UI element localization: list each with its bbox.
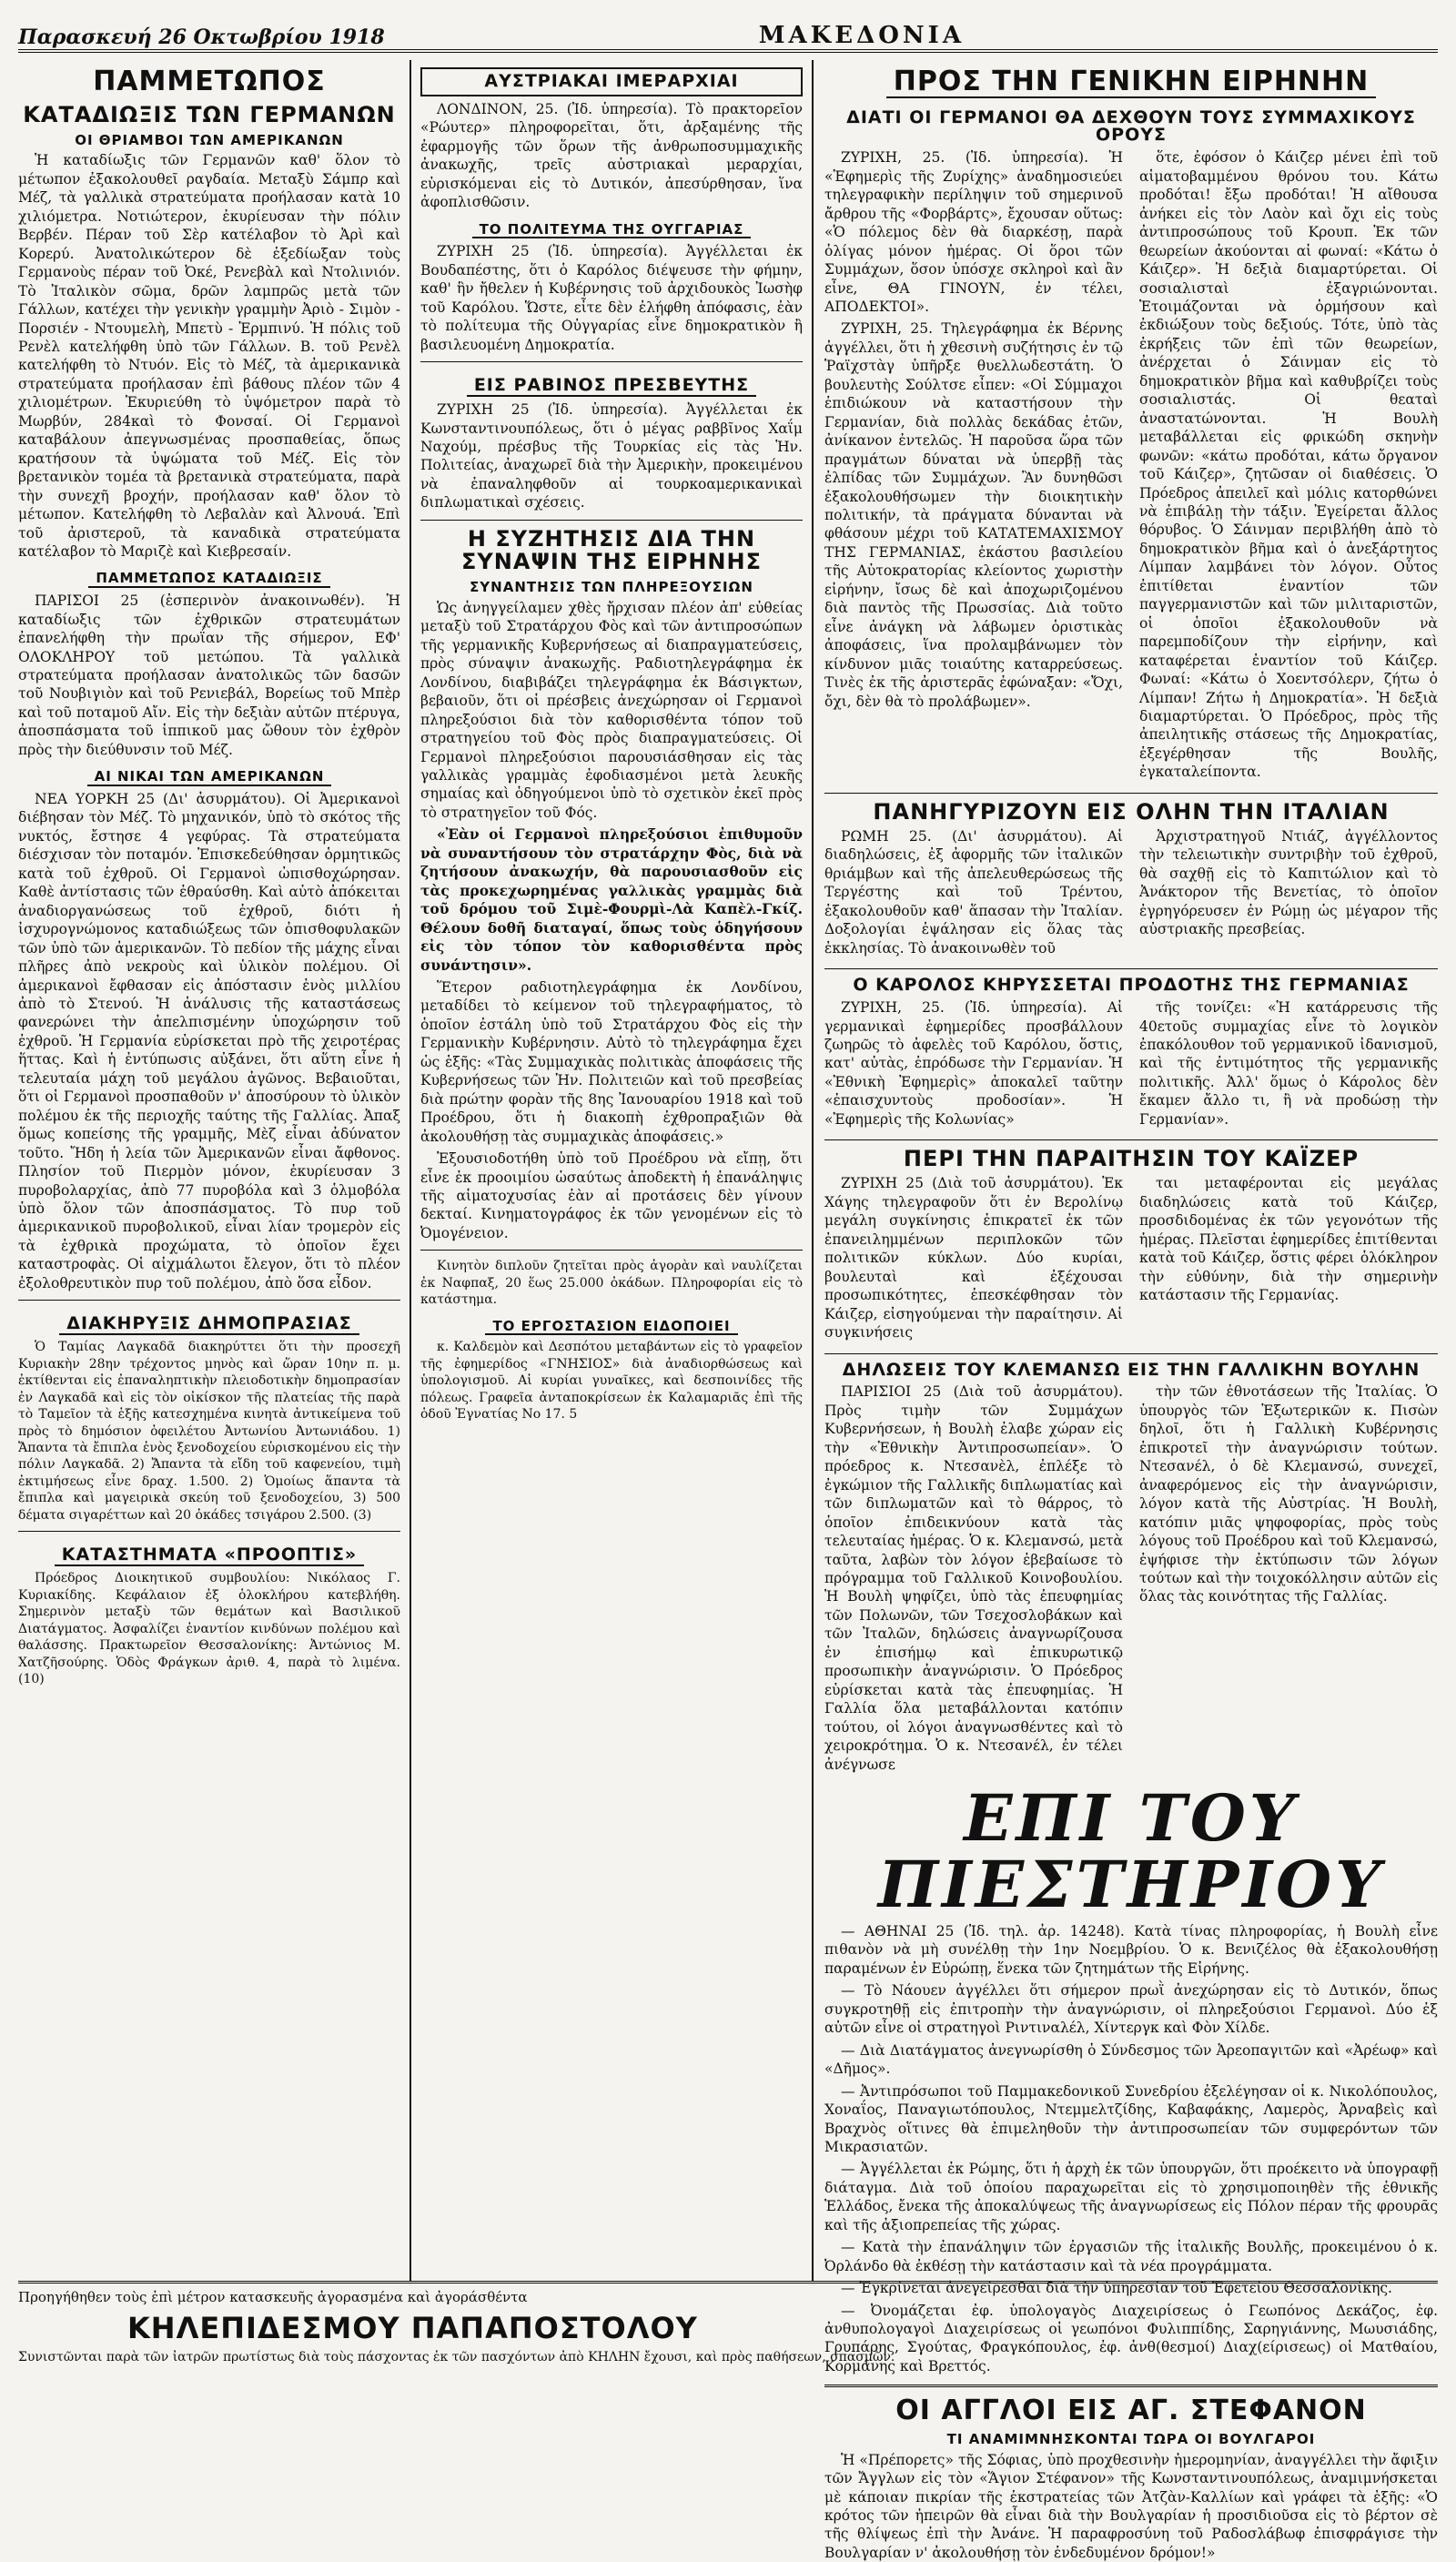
headline-general-pursuit: ΠΑΜΜΕΤΩΠΟΣ ΚΑΤΑΔΙΩΞΙΣ — [88, 572, 329, 588]
column-left — [18, 60, 411, 2281]
paragraph: — Ἐγκρίνεται ἀνεγείρεσθαι διὰ τὴν ὑπηρεσίαν τοῦ Ἐφετείου Θεσσαλονίκης. — [841, 2280, 1392, 2297]
paragraph: ΖΥΡΙΧΗ, 25. (Ἰδ. ὑπηρεσία). Αἱ γερμανικαὶ ἐφημερίδες προσβάλλουν ζωηρῶς τὸ ἀφελὲς τοῦ Καρόλου, ὅστις, κατ' αὐτὰς, ἐπρόδωσε τὴν Γερμανίαν. Ἡ «Ἐθνικὴ Ἐφημερὶς» ἀποκαλεῖ ταῦτην «ἐπαισχυντοὺς προδοσίαν». Ἡ «Ἐφημερὶς τῆς Κολωνίας» — [824, 999, 1123, 1128]
paragraph: — Τὸ Νάουεν ἀγγέλλει ὅτι σήμερον πρωῒ ἀνεχώρησαν εἰς τὸ Δυτικόν, ὅπως συγκροτηθῇ εἰς ἐπιτροπὴν τὴν ἀναγνώρισιν, οἱ πληρεξούσιοι Γερμανοὶ. Δύο ἐξ αὐτῶν εἶνε οἱ στρατηγοὶ Ριντιναλέλ, Χίντεργκ καὶ Φὸν Χίλδε. — [824, 1982, 1438, 2037]
headline-auction: ΔΙΑΚΗΡΥΞΙΣ ΔΗΜΟΠΡΑΣΙΑΣ — [59, 1315, 359, 1335]
paragraph: — Ἀγγέλλεται ἐκ Ρώμης, ὅτι ἡ ἀρχὴ ἐκ τῶν ὑπουργῶν, ὅτι προέκειτο νὰ ὑπογραφῇ διάταγμα. Διὰ τοῦ ὁποίου παραχωρεῖται εἰς τὸ χρησιμοποιηθὲν τῆς ἐθνικῆς Ἑλλάδος, ἔνεκα τῆς ἀποκαλύψεως τῆς ἀναγνωρίσεως εἰς Πόλον πέραν τῆς φρουρᾶς καὶ τῆς ἀξιοπρεπείας τῆς χώρας. — [824, 2161, 1438, 2233]
article-paris — [18, 592, 400, 759]
headline-pammetopos: ΠΑΜΜΕΤΩΠΟΣ — [93, 66, 326, 97]
article-london — [420, 100, 803, 212]
article-press-news — [824, 1922, 1438, 2375]
paragraph: — Ὀνομάζεται ἐφ. ὑπολογαγὸς Διαχειρίσεως ὁ Γεωπόνος Δεκάζος, ἐφ. ἀνθυπολογαγοὶ Διαχειρίσεως οἱ γεωπόνοι Φυλιππίδης, Σαρηγιάννης, Μωυσιάδης, Γρυπάρης, Σγούτας, Φραγκόπουλος, ἐφ. ἀνθ(θεσμοί) Διαχ(είρισεως) οἱ Ματθαίου, Κορμάνης καὶ Βρεττός. — [824, 2302, 1438, 2375]
paragraph: Ἕτερον ραδιοτηλεγράφημα ἐκ Λονδίνου, μεταδίδει τὸ κείμενον τοῦ τηλεγραφήματος, τὸ ὁποῖον ἐστάλη ὑπὸ τοῦ Στρατάρχου Φὸς εἰς τὴν Γερμανικὴν Κυβέρνησιν. Αὐτὸ τὸ τηλεγράφημα ἔχει ὡς ἑξῆς: «Τὰς Συμμαχικὰς πολιτικὰς ἀποφάσεις τῆς Κυβερνήσεως τῶν Ἡν. Πολιτειῶν καὶ τοῦ πρεσβείας διὰ πρώτην φορὰν τῆς 8ης Ἰανουαρίου 1918 καὶ τοῦ Προέδρου, ὅτι ἡ διακοπὴ ἐχθροπραξιῶν θὰ ἀκολουθήσῃ τὰς συμμαχικὰς ἀποφάσεις.» — [420, 978, 803, 1145]
headline-hungary: ΤΟ ΠΟΛΙΤΕΥΜΑ ΤΗΣ ΟΥΓΓΑΡΙΑΣ — [472, 223, 752, 239]
paragraph: ΠΑΡΙΣΙΟΙ 25 (Διὰ τοῦ ἀσυρμάτου). Πρὸς τιμὴν τῶν Συμμάχων Κυβερνήσεων, ἡ Βουλὴ ἐλαβε χώραν εἰς τὴν «Ἐθνικὴν Ἀντιπροσωπείαν». Ὁ πρόεδρος κ. Ντεσανὲλ, ἐπλέξε τὸ ἐγκώμιον τῆς Γαλλικῆς διπλωματίας καὶ τῶν διπλωματῶν καὶ τὸ θάρρος, τὸ ὁποῖον ἐπιδεικνύουν κατὰ τὰς τελευταίας ἡμέρας. Ὁ κ. Κλεμανσώ, μετὰ ταῦτα, λαβὼν τὸν λόγον ἐβεβαίωσε τὸ πρόγραμμα τοῦ Γαλλικοῦ Κοινοβουλίου. Ἡ Βουλὴ ψηφίζει, ὑπὸ τὰς ἐπευφημίας τῶν Πολωνῶν, τῶν Τσεχοσλοβάκων καὶ τῶν Ἰταλῶν, δηλώσεις ἀναγνωρίζουσα ἐν ἐπισήμῳ καὶ ἐπικυρωτικῷ προσωπικὴν ἀναγνώρισιν. Ὁ Πρόεδρος εὑρίσκεται κατὰ τὰς ἐπευφημίας. Ἡ Γαλλία ὅλα μεταβάλλονται κατόπιν τούτου, οἱ λόγοι ἀναγνωσθέντες καὶ τὸ χειροκρότημα. Ὁ κ. Ντεσανέλ, ἐν τέλει ἀνέγνωσε — [824, 1383, 1123, 1773]
article-zurich-rabbi — [420, 400, 803, 512]
headline-rabbi: ΕΙΣ ΡΑΒΙΝΟΣ ΠΡΕΣΒΕΥΤΗΣ — [467, 377, 756, 397]
article-bulgaria — [824, 2451, 1438, 2562]
paragraph: ὅτε, ἐφόσον ὁ Κάιζερ μένει ἐπὶ τοῦ αἱματοβαμμένου θρόνου του. Κάτω προδόται! ἔξω προδόται! Ἡ αἴθουσα ἀνήκει εἰς τὸν Λαὸν καὶ ὄχι εἰς τοὺς ἀντιπροσώπους τοῦ Κρουπ. Ἐκ τῶν θεωρείων ἀκούονται αἱ φωναί: «Κάτω ὁ Κάιζερ». Ἡ δεξιὰ διαμαρτύρεται. Οἱ σοσιαλισταὶ ἐξαγριώνονται. Ἑτοιμάζονται νὰ ὁρμήσουν καὶ ἐκδιώξουν τοὺς δεξιούς. Τότε, ὑπὸ τὰς ἐκρήξεις τῶν ἐπὶ τῶν θεωρείων, ἀνέρχεται ὁ Σάινμαν εἰς τὸ δημοκρατικὸν βῆμα καὶ καθυβρίζει τοὺς σοσιαλιστάς. Οἱ θεαταὶ ἀναστατώνονται. Ἡ Βουλὴ μεταβάλλεται εἰς φρικώδη σκηνὴν φωνῶν: «κάτω προδόται, κάτω ὄργανον τοῦ Κάιζερ», ζητῶσαν οἱ διαθέσεις. Ὁ Πρόεδρος ἀπειλεῖ καὶ μόλις κατορθώνει νὰ ἐπιβάλῃ τὴν τάξιν. Ἐγείρεται ἄλλος θόρυβος. Ὁ Σάινμαν περιβλήθη ἀπὸ τὸ δημοκρατικὸν βῆμα καὶ ὁ ἀνεξάρτητος Λίμπαν λαμβάνει τὸν λόγον. Οὗτος ἐπιτίθεται ἐναντίον τῶν παγγερμανιστῶν καὶ τῶν μιλιταριστῶν, οἱ ὁποῖοι ἐξακολουθοῦν νὰ παρεμποδίζουν τὴν εἰρήνην, καὶ καταφέρεται ἐναντίον τοῦ Κάιζερ. Φωναί: «Κάτω ὁ Χοεντσόλερν, ζήτω ὁ Λίμπαν! Ζήτω ἡ Δημοκρατία». Ἡ δεξιὰ διαμαρτύρεται. Ὁ Πρόεδρος, πρὸς τῆς ἀπειλητικῆς στάσεως τῆς Δημοκρατίας, ἐξεγέρθησαν τῆς Βουλῆς, ἐγκαταλείποντα. — [1139, 149, 1438, 781]
paragraph: ΖΥΡΙΧΗ, 25. Τηλεγράφημα ἐκ Βέρνης ἀγγέλλει, ὅτι ἡ χθεσινὴ συζήτησις ἐν τῷ Ῥαϊχστὰγ ὑπῆρξε θυελλωδεστάτη. Ὁ βουλευτὴς Σούλτσε εἶπεν: «Οἱ Σύμμαχοι ἐπιδιώκουν νὰ καταστήσουν τὴν Γερμανίαν, διὰ πολλὰς δεκάδας ἐτῶν, ἀνίκανον ἐντελῶς. Ἡ παροῦσα ὥρα τῶν πραγμάτων δύναται νὰ ὑπερβῇ τὰς ἐλπίδας τῶν Συμμάχων. Ἂν δυνηθῶσι ἐξακολουθήσωμεν τὴν διοικητικὴν πολιτικήν, τὰ πράγματα δύνανται νὰ φθάσουν μέχρι τοῦ ΚΑΤΑΤΕΜΑΧΙΣΜΟΥ ΤΗΣ ΓΕΡΜΑΝΙΑΣ, ἐκάστου βασιλείου τῆς Αὐτοκρατορίας κλείοντος χωριστὴν εἰρήνην, ἴσως δὲ καὶ ἀποχωριζομένου διὰ παντὸς τῆς Πρωσσίας. Διὰ τοῦτο εἶνε ἀνάγκη νὰ λάβωμεν ὁριστικὰς ἀποφάσεις, ἵνα προλαμβάνωμεν τὸν κίνδυνον μιᾶς τοιαύτης καταρρεύσεως. Τινὲς ἐκ τῆς ἀριστερᾶς ἐφώναξαν: «Ὄχι, ὄχι, δὲν θὰ τὸ προλάβωμεν». — [824, 320, 1123, 710]
ad-text: Συνιστῶνται παρὰ τῶν ἰατρῶν πρωτίστως διὰ τοὺς πάσχοντας ἐκ τῶν πασχόντων ἀπὸ ΚΗΛΗΝ ἔχουσι, καὶ πρὸς παθήσεων, σπασμῶν. — [18, 2349, 895, 2365]
notice-factory: κ. Καλδεμὸν καὶ Δεσπότου μεταβάντων εἰς τὸ γραφεῖον τῆς ἐφημερίδος «ΓΝΗΣΙΟΣ» διὰ ἀναδιορθώσεως καὶ ὑπολογισμοῦ. Αἱ κυρίαι γυναῖκες, καὶ δεσποινίδες τῆς πόλεως. Γραφεῖα ἀνταποκρίσεων ἐκ Καλαμαριᾶς ἐπὶ τῆς ὁδοῦ Ἐγνατίας No 17. 5 — [420, 1340, 803, 1423]
column-right — [814, 60, 1438, 2561]
article-karl — [824, 998, 1438, 1132]
subhead-plenipotentiaries: ΣΥΝΑΝΤΗΣΙΣ ΤΩΝ ΠΛΗΡΕΞΟΥΣΙΩΝ — [470, 579, 753, 596]
headline-austrian-divisions: ΑΥΣΤΡΙΑΚΑΙ ΙΜΕΡΑΡΧΙΑΙ — [420, 67, 803, 96]
headline-kataioxis: ΚΑΤΑΔΙΩΞΙΣ ΤΩΝ ΓΕΡΜΑΝΩΝ — [23, 101, 396, 127]
subhead-bulgarians: ΤΙ ΑΝΑΜΙΜΝΗΣΚΟΝΤΑΙ ΤΩΡΑ ΟΙ ΒΟΥΛΓΑΡΟΙ — [946, 2430, 1316, 2447]
paragraph: — Ἀντιπρόσωποι τοῦ Παμμακεδονικοῦ Συνεδρίου ἐξελέγησαν οἱ κ. Νικολόπουλος, Χοναΐος, Παναγιωτόπουλος, Ντεμμελτζίδης, Καβαφάκης, Λαμερὸς, Ἀρναβεὶς καὶ Βραχνὸς οἵτινες θὰ ἐπιμεληθοῦν τὴν ἀντιπροσωπείαν τῶν συμφερόντων τῶν Μικρασιατῶν. — [824, 2082, 1438, 2155]
paragraph: Ἡ καταδίωξις τῶν Γερμανῶν καθ' ὅλον τὸ μέτωπον ἐξακολουθεῖ ραγδαία. Μεταξὺ Σάμπρ καὶ Μέζ, τὰ γαλλικὰ στρατεύματα προήλασαν κατὰ 10 χιλιόμετρα. Νοτιώτερον, ἐκυρίευσαν τὴν πόλιν Βερβέν. Πέραν τοῦ Σὲρ κατέλαβον τὸ Ἀρὶ καὶ Κορερύ. Ἀνατολικώτερον δὲ ἐξεδίωξαν τοὺς Γερμανοὺς πέραν τοῦ Ὀκέ, Ρενεβὰλ καὶ Ντολινιόν. Τὸ Ἰταλικὸν σῶμα, δρῶν λαμπρῶς μετὰ τῶν Γάλλων, κατέχει τὴν γενικὴν γραμμὴν Ἀριὸ - Σιμὸν - Πορσιέν - Ντουμελὴ, Μπετὺ - Ἐρμπινύ. Ἡ πόλις τοῦ Ρενὲλ κατελήφθη ὑπὸ τῶν Γάλλων. Β. τοῦ Ρενὲλ κατελήφθη τὸ Ντυόν. Εἰς τὸ Μέζ, τὰ ἀμερικανικὰ στρατεύματα προήλασαν ἐπὶ βάθους πλέον τῶν 4 χιλιομέτρων. Ἐκυριεύθη τὸ ὑψόμετρον παρὰ τὸ Μωρβύν, 284καὶ τὸ Φονσαί. Οἱ Γερμανοὶ καταβάλουν ἀπεγνωσμένας προσπαθείας, ὅπως κρατήσουν τὰ ὑψώματα τοῦ Μέζ. Εἰς τὸν βρετανικὸν τομέα τὰ βρετανικὰ στρατεύματα, παρὰ τὴν συνεχῆ βροχήν, προήλασαν καθ' ὅλον τὸ μέτωπον. Κατελήφθη τὸ Λεβαλὰν καὶ Ἀλνουά. Ἐπὶ τοῦ ἀριστεροῦ, τὰ καναδικὰ στρατεύματα κατέλαβον τὸ Μαριζὲ καὶ Κιεβρεσαίν. — [18, 152, 400, 560]
article-pursuit — [18, 151, 400, 561]
subhead-americans: ΟΙ ΘΡΙΑΜΒΟΙ ΤΩΝ ΑΜΕΡΙΚΑΝΩΝ — [75, 131, 344, 148]
headline-karl-traitor: Ο ΚΑΡΟΛΟΣ ΚΗΡΥΣΣΕΤΑΙ ΠΡΟΔΟΤΗΣ ΤΗΣ ΓΕΡΜΑΝΙΑΣ — [853, 975, 1410, 996]
headline-clemenceau: ΔΗΛΩΣΕΙΣ ΤΟΥ ΚΛΕΜΑΝΣΩ ΕΙΣ ΤΗΝ ΓΑΛΛΙΚΗΝ ΒΟΥΛΗΝ — [842, 1359, 1421, 1380]
masthead — [18, 9, 1438, 53]
article-rome — [824, 827, 1438, 961]
newspaper-page — [18, 0, 1438, 2561]
paragraph: ΠΑΡΙΣΟΙ 25 (ἑσπερινὸν ἀνακοινωθέν). Ἡ καταδίωξις τῶν ἐχθρικῶν στρατευμάτων ἐπανελήφθη τὴν πρωΐαν τῆς σήμερον, ΕΦ' ΟΛΟΚΛΗΡΟΥ τοῦ μετώπου. Τὰ γαλλικὰ στρατεύματα προήλασαν ἀνατολικῶς τῶν δασῶν τοῦ Νουβιγιὸν καὶ τοῦ Ρενιεβάλ, Βορείως τοῦ Μπὲρ καὶ τοῦ ποταμοῦ Αἴν. Εἰς τὴν δεξιὰν αὐτῶν πτέρυγα, ἀποσπάσματα τοῦ ἱππικοῦ μας ὤθουν τὸν ἐχθρὸν πρὸς τὴν διεύθυνσιν τοῦ Μέζ. — [18, 592, 400, 758]
article-kaiser — [824, 1174, 1438, 1345]
notice-proopsis — [18, 1570, 400, 1687]
paragraph: Ὡς ἀνηγγείλαμεν χθὲς ἤρχισαν πλέον ἀπ' εὐθείας μεταξὺ τοῦ Στρατάρχου Φὸς καὶ τῶν ἀντιπροσώπων τῆς γερμανικῆς Κυβερνήσεως αἱ διαπραγματεύσεις, πρὸς σύναψιν ἀνακωχῆς. Ραδιοτηλεγράφημα ἐκ Λονδίνου, διαβιβάζει τηλεγράφημα ἐκ Βάσιγκτων, βεβαιοῦν, ὅτι οἱ πρέσβεις ἀνεχώρησαν οἱ Γερμανοὶ πληρεξούσιοι διὰ τὸν καθορισθέντα τόπον τοῦ στρατηγείου τοῦ Φὸς πρὸς διαπραγματεύσεις. Οἱ Γερμανοὶ πληρεξούσιοι παρουσιάσθησαν εἰς τὰς γαλλικὰς γραμμὰς ἐφοδιασμένοι μετὰ λευκῆς σημαίας καὶ ὁδηγούμενοι ὑπὸ τὸ σχετικὸν ἐκεῖ πρὸς τὸ στρατηγεῖον τοῦ Φός. — [420, 599, 803, 821]
paragraph: «Ἐὰν οἱ Γερμανοὶ πληρεξούσιοι ἐπιθυμοῦν νὰ συναντήσουν τὸν στρατάρχην Φὸς, διὰ νὰ ζητήσουν ἀνακωχήν, θὰ παρουσιασθοῦν εἰς τὰς προκεχωρημένας γαλλικὰς γραμμὰς διὰ τοῦ δρόμου τοῦ Σιμὲ-Φουρμὶ-Λὰ Καπὲλ-Γκίζ. Θέλουν δοθῆ διαταγαί, ὅπως τοὺς ὁδηγήσουν εἰς τὸν τόπον τὸν καθορισθέντα πρὸς συνάντησιν». — [420, 825, 803, 974]
paragraph: Πρόεδρος Διοικητικοῦ συμβουλίου: Νικόλαος Γ. Κυριακίδης. Κεφάλαιον ἐξ ὁλοκλήρου κατεβλήθη. Σημερινὸν μεταξὺ τῶν θεμάτων καὶ Βασιλικοῦ Διατάγματος. Ἀσφαλίζει ἐναντίον κινδύνων πολέμου καὶ θαλάσσης. Πρακτωρεῖον Θεσσαλονίκης: Ἀντώνιος Μ. Χατζῆσούρης. Ὁδὸς Φράγκων ἀριθ. 4, παρὰ τὸ λιμένα. (10) — [18, 1571, 400, 1687]
newspaper-name: ΜΑΚΕΔΟΝΙΑ — [758, 22, 965, 49]
ad-note: Προηγήθηθεν τοὺς ἐπὶ μέτρον κατασκευῆς ἀγορασμένα καὶ ἀγοράσθέντα — [18, 2289, 528, 2305]
article-clemenceau — [824, 1382, 1438, 1777]
column-middle — [411, 60, 814, 2281]
headline-peace-discussion: Η ΣΥΖΗΤΗΣΙΣ ΔΙΑ ΤΗΝ ΣΥΝΑΨΙΝ ΤΗΣ ΕΙΡΗΝΗΣ — [461, 525, 762, 574]
ad-headline: ΚΗΛΕΠΙΔΕΣΜΟΥ ΠΑΠΑΠΟΣΤΟΛΟΥ — [127, 2310, 698, 2345]
paragraph: Ἡ «Πρέπορετς» τῆς Σόφιας, ὑπὸ προχθεσινὴν ἡμερομηνίαν, ἀναγγέλλει τὴν ἄφιξιν τῶν Ἄγγλων εἰς τὸν «Ἅγιον Στέφανον» τῆς Κωνσταντινουπόλεως, ἀναμιμνήσκεται μὲ κάποιαν πικρίαν τῆς ἐκστρατείας τῶν Ἀτζὰν-Καλλίων καὶ γράφει τὰ ἑξῆς: «Ὁ κρότος τῶν ἠπειρῶν θὰ εἶναι διὰ τὴν Βουλγαρίαν ἡ προσιδιοῦσα εἰς τὸ βέρτον σὲ τῆς θλίψεως ἐπὶ τὴν Ἀνάνε. Ἡ παραφροσύνη τοῦ Ραδοσλάβωφ ἐπισφράγισε τὴν Βουλγαρίαν ν' ἀκολουθήσῃ τὸν ἐνδεδυμένον δρόμον!» — [824, 2451, 1438, 2561]
headline-general-peace: ΠΡΟΣ ΤΗΝ ΓΕΝΙΚΗΝ ΕΙΡΗΝΗΝ — [886, 67, 1377, 98]
paragraph: — Κατὰ τὴν ἐπανάληψιν τῶν ἐργασιῶν τῆς ἰταλικῆς Βουλῆς, προκειμένου ὁ κ. Ὀρλάνδο θὰ ἐκθέσῃ τὴν κατάστασιν καὶ τὰ νέα προγράμματα. — [824, 2239, 1438, 2274]
paragraph: ΖΥΡΙΧΗ 25 (Ἰδ. ὑπηρεσία). Ἀγγέλλεται ἐκ Κωνσταντινουπόλεως, ὅτι ὁ μέγας ραββῖνος Χαΐμ Ναχούμ, πρέσβυς τῆς Τουρκίας εἰς τὰς Ἡν. Πολιτείας, ἀναχωρεῖ διὰ τὴν Ἀμερικὴν, προκειμένου νὰ ἐπαναληφθοῦν αἱ τουρκοαμερικανικαὶ διπλωματικαὶ σχέσεις. — [420, 401, 803, 511]
paragraph: Ἐξουσιοδοτήθη ὑπὸ τοῦ Προέδρου νὰ εἴπῃ, ὅτι εἶνε ἐκ προοιμίου ὡσαύτως ἀποδεκτὴ ἡ ἐπανάληψις τῆς αἱματοχυσίας ἐὰν αἱ προτάσεις δὲν γίνουν δεκταί. Κινηματογράφος ἐκ τῶν γενομένων εἰς τὸ Ὀμογένειον. — [420, 1150, 803, 1241]
headline-english-st-stefano: ΟΙ ΑΓΓΛΟΙ ΕΙΣ ΑΓ. ΣΤΕΦΑΝΟΝ — [895, 2395, 1367, 2427]
paragraph: ται μεταφέρονται εἰς μεγάλας διαδηλώσεις κατὰ τοῦ Κάιζερ, προσδιδομένας ἐκ τῶν γεγονότων τῆς ἡμέρας. Πλεῖσται ἐφημερίδες ἐπιτίθενται κατὰ τοῦ Κάιζερ, ὅστις φέρει ὁλόκληρον τὴν εὐθύνην, διὰ τὴν σημερινὴν κατάστασιν τῆς Γερμανίας. — [1139, 1175, 1438, 1304]
headline-proopsis: ΚΑΤΑΣΤΗΜΑΤΑ «ΠΡΟΟΠΤΙΣ» — [55, 1546, 364, 1566]
subhead-germans-accept: ΔΙΑΤΙ ΟΙ ΓΕΡΜΑΝΟΙ ΘΑ ΔΕΧΘΟΥΝ ΤΟΥΣ ΣΥΜΜΑΧΙΚΟΥΣ ΟΡΟΥΣ — [846, 106, 1416, 146]
article-new-york — [18, 790, 400, 1292]
headline-american-victories: ΑΙ ΝΙΚΑΙ ΤΩΝ ΑΜΕΡΙΚΑΝΩΝ — [87, 770, 332, 786]
headline-kaiser-abdication: ΠΕΡΙ ΤΗΝ ΠΑΡΑΙΤΗΣΙΝ ΤΟΥ ΚΑΪΖΕΡ — [903, 1146, 1360, 1172]
article-zurich-hungary — [420, 242, 803, 354]
notice-auction — [18, 1339, 400, 1524]
headline-press: ΕΠΙ ΤΟΥ ΠΙΕΣΤΗΡΙΟΥ — [877, 1779, 1385, 1923]
paragraph: ΖΥΡΙΧΗ, 25. (Ἰδ. ὑπηρεσία). Ἡ «Ἐφημερὶς τῆς Ζυρίχης» ἀναδημοσιεύει τηλεγραφικὴν περίληψιν τοῦ σημερινοῦ ἄρθρου τῆς «Φορβάρτς», ἔχουσαν οὕτως: «Ὁ πόλεμος δὲν θὰ διαρκέσῃ, παρὰ ὀλίγας μόνον ἡμέρας. Οἱ ὅροι τῶν Συμμάχων, ὅσον ὑπόσχε σκληροὶ καὶ ἂν εἶνε, ΘΑ ΓΙΝΟΥΝ, ἐν τέλει, ΑΠΟΔΕΚΤΟΙ». — [824, 149, 1123, 315]
article-reichstag — [824, 148, 1438, 785]
article-peace-discussion — [420, 599, 803, 1242]
headline-factory: ΤΟ ΕΡΓΟΣΤΑΣΙΟΝ ΕΙΔΟΠΟΙΕΙ — [485, 1320, 737, 1336]
notice-boat: Κινητὸν διπλοῦν ζητεῖται πρὸς ἀγορὰν καὶ ναυλίζεται ἐκ Ναφπαξ, 20 ἕως 25.000 ὀκάδων. Πληροφορίαι εἰς τὸ κατάστημα. — [420, 1259, 803, 1308]
paragraph: ΖΥΡΙΧΗ 25 (Διὰ τοῦ ἀσυρμάτου). Ἐκ Χάγης τηλεγραφοῦν ὅτι ἐν Βερολίνῳ μεγάλη συγκίνησις ἐπικρατεῖ ἐκ τῶν ἐπανειλημμένων περιπλοκῶν τῶν πολιτικῶν κύκλων. Δύο κυρίαι, βουλευταὶ καὶ ἐξέχουσαι προσωπικότητες, ἐπεσκέφθησαν τὸν Κάιζερ, εἰσηγούμεναι τὴν παραίτησιν. Αἱ συγκινήσεις — [824, 1175, 1123, 1342]
paragraph: ΝΕΑ ΥΟΡΚΗ 25 (Δι' ἀσυρμάτου). Οἱ Ἀμερικανοὶ διέβησαν τὸν Μέζ. Τὸ μηχανικόν, ὑπὸ τὸ σκότος τῆς νυκτός, ἔστησε 4 γεφύρας. Τὰ στρατεύματα διέσχισαν τὸν ποταμόν. Ἐπισκεδεύθησαν ὁρμητικῶς κατὰ τοῦ ἐχθροῦ. Οἱ Γερμανοὶ ὠπισθοχώρησαν. Καθὲ ἀντίστασις τῶν ἐθραύσθη. Καὶ αὐτὸ ἀπόκειται ἀναδιοργανώσεως τοῦ ἐχθροῦ, διότι ἡ ἰσχυρογνώμονος καταδιώξεως τῶν ὀπισθοφυλακῶν τῶν ὑπὸ τῶν ἀμερικανῶν. Τὸ πεδίον τῆς μάχης εἶναι πλῆρες ἀπὸ νεκροὺς καὶ ὑλικὸν πολέμου. Οἱ ἀμερικανοὶ ἔφθασαν εἰς ἀπόστασιν ἑνὸς μιλλίου ἀπὸ τὸ Στενού. Ἡ ἀνάλυσις τῆς καταστάσεως φανερώνει τὴν ἀπελπισμένην ὑποχώρησιν τοῦ ἐχθροῦ. Ἡ Γερμανία εὑρίσκεται πρὸ τῆς χειροτέρας ἥττας. Καὶ ἡ ἐντύπωσις αὐξάνει, ὅτι αὕτη εἶνε ἡ τελευταία μάχη τοῦ μεγάλου ἀγῶνος. Βεβαιοῦται, ὅτι οἱ Γερμανοὶ προσπαθοῦν ν' ἀποσύρουν τὸ ὑλικὸν πολέμου ἐκ τῆς περιοχῆς ταύτης τῆς Γαλλίας. Ἀπαξ ὅμως κοπείσης τῆς γραμμῆς, Μὲζ εἶναι ἀδύνατον τοῦτο. Ἤδη ἡ λεία τῶν Ἀμερικανῶν εἶναι ἄφθονος. Πλησίον τοῦ Πιερμὸν μόνον, ἐκυρίευσαν 3 πυροβολαρχίας, ἀπὸ 77 πυροβόλα καὶ 3 ὁλμοβόλα ὑπὸ ὅλον τῶν ἀποσπάσματος. Τὸ πυρ τοῦ ἀμερικανικοῦ πυροβολικοῦ, εἶναι λίαν τρομερὸν εἰς τὰ ἐχθρικὰ προχώματα, τὸ ὁποῖον ἔχει καταστροφὰς. Οἱ αἰχμάλωτοι ἔλεγον, ὅτι τὸ πλέον ἐξολοθρευτικὸν πυρ τοῦ πολέμου, ἀπὸ ὅσα εἶδον. — [18, 790, 400, 1291]
paragraph: Ὁ Ταμίας Λαγκαδᾶ διακηρύττει ὅτι τὴν προσεχῆ Κυριακὴν 28ην τρέχοντος μηνὸς καὶ ὥραν 10ην π. μ. ἐκτίθενται εἰς ἐπαναληπτικὴν πλειοδοτικὴν δημοπρασίαν ἐν Λαγκαδᾶ καὶ εἰς τὸν οἰκίσκον τῆς πλατείας τῆς παρὰ τὸ Ταμεῖον τὰ ἑξῆς κατεσχημένα κινητὰ ἀντικείμενα τοῦ πρὸς τὸ δημόσιον ὀφειλέτου Ἀντωνίου Ἀντωνιάδου. 1) Ἄπαντα τὰ ἔπιπλα ἑνὸς ξενοδοχείου εὑρισκομένου εἰς τὴν πόλιν Λαγκαδᾶ. 2) Ἄπαντα τὰ εἴδη τοῦ καφενείου, τιμὴ ἐκτιμήσεως εἶνε δραχ. 1.500. 2) Ὁμοίως ἅπαντα τὰ ἔπιπλα καὶ μαγειρικὰ σκεύη τοῦ ξενοδοχείου, 3) 500 δέματα σιγαρέττων καὶ 20 ὀκάδες τσιγάρου 2.500. (3) — [18, 1340, 400, 1523]
paragraph: ΖΥΡΙΧΗ 25 (Ἰδ. ὑπηρεσία). Ἀγγέλλεται ἐκ Βουδαπέστης, ὅτι ὁ Καρόλος διέψευσε τὴν φήμην, καθ' ἣν ἤθελεν ἡ Κυβέρνησις τοῦ ἀρχιδουκὸς Ἰωσὴφ τοῦ Καρόλου. Ὥστε, εἶτε δὲν ἐλήφθη ἀπόφασις, ἐὰν τὸ πολίτευμα τῆς Οὐγγαρίας εἶνε δημοκρατικὸν ἢ βασιλευομένη Δημοκρατία. — [420, 243, 803, 353]
headline-italy-celebrates: ΠΑΝΗΓΥΡΙΖΟΥΝ ΕΙΣ ΟΛΗΝ ΤΗΝ ΙΤΑΛΙΑΝ — [873, 798, 1390, 825]
issue-date: Παρασκευή 26 Οκτωβρίου 1918 — [18, 25, 385, 49]
paragraph: τὴν τῶν ἐθνοτάσεων τῆς Ἰταλίας. Ὁ ὑπουργὸς τῶν Ἐξωτερικῶν κ. Πισὼν δηλοῖ, ὅτι ἡ Γαλλικὴ Κυβέρνησις ἐπικροτεῖ τὴν ἀναγνώρισιν τούτων. Ντεσανέλ, ὁ δὲ Κλεμανσώ, συνεχεῖ, ἀναφερόμενος εἰς τὴν ἀναγνώρισιν, λόγον κατὰ τῆς Αὐστρίας. Ἡ Βουλὴ, κατόπιν μιᾶς ψηφοφορίας, πρὸς τοὺς λόγους τοῦ Προέδρου καὶ τοῦ Κλεμανσώ, ἐψήφισε τὴν ἐκτύπωσιν τῶν λόγων τούτων καὶ τὴν τοιχοκόλλησιν αὐτῶν εἰς ὅλας τὰς κοινότητας τῆς Γαλλίας. — [1139, 1383, 1438, 1605]
paragraph: τῆς τονίζει: «Ἡ κατάρρευσις τῆς 40ετοῦς συμμαχίας εἶνε τὸ λογικὸν ἐπακόλουθον τοῦ γερμανικοῦ ἰδανισμοῦ, καὶ τῆς ἐντιμότητος τῆς γερμανικῆς πολιτικῆς. Ἀλλ' ὅμως ὁ Κάρολος δὲν ἔκαμεν ἄλλο τι, ἢ νὰ προδώσῃ τὴν Γερμανίαν». — [1139, 999, 1438, 1128]
paragraph: — Διὰ Διατάγματος ἀνεγνωρίσθη ὁ Σύνδεσμος τῶν Ἀρεοπαγιτῶν καὶ «Ἀρέωφ» καὶ «Δῆμος». — [824, 2041, 1438, 2078]
paragraph: ΡΩΜΗ 25. (Δι' ἀσυρμάτου). Αἱ διαδηλώσεις, ἐξ ἀφορμῆς τῶν ἰταλικῶν θριάμβων καὶ τῆς ἀπελευθερώσεως τῆς Τεργέστης καὶ τοῦ Τρέντου, ἐξακολουθοῦν καθ' ἅπασαν τὴν Ἰταλίαν. Δοξολογίαι ἐψάλησαν εἰς ὅλας τὰς ἐκκλησίας. Τὸ ἀνακοινωθὲν τοῦ — [824, 827, 1123, 957]
paragraph: Ἀρχιστρατηγοῦ Ντιάζ, ἀγγέλλοντος τὴν τελειωτικὴν συντριβὴν τοῦ ἐχθροῦ, θὰ σαχθῇ εἰς τὸ Καπιτώλιον καὶ τὸ Ἀνάκτορον τῆς Βενετίας, τὸ ὁποῖον ἐγρηγόρευσεν ἐν Ρώμῃ ὡς μέγαρον τῆς αὐστριακῆς πρεσβείας. — [1139, 827, 1438, 938]
paragraph: — ΑΘΗΝΑΙ 25 (Ἰδ. τηλ. ἀρ. 14248). Κατὰ τίνας πληροφορίας, ἡ Βουλὴ εἶνε πιθανὸν νὰ μὴ συνέλθῃ τὴν 1ην Νοεμβρίου. Ὁ κ. Βενιζέλος θὰ ἐξακολουθήσῃ παραμένων ἐν Εὐρώπῃ, ἕνεκα τῶν ζητημάτων τῆς Εἰρήνης. — [824, 1922, 1438, 1977]
paragraph: ΛΟΝΔΙΝΟΝ, 25. (Ἰδ. ὑπηρεσία). Τὸ πρακτορεῖον «Ρώυτερ» πληροφορεῖται, ὅτι, ἀρξαμένης τῆς ἐφαρμογῆς τῶν ὅρων τῆς ἀνθρωποσυμμαχικῆς ἀνακωχῆς, τρεῖς αὐστριακαὶ μεραρχίαι, εὑρισκόμεναι εἰς τὸ Δυτικόν, ἀπεσύρθησαν, ἵνα ἀφοπλισθῶσιν. — [420, 100, 803, 211]
